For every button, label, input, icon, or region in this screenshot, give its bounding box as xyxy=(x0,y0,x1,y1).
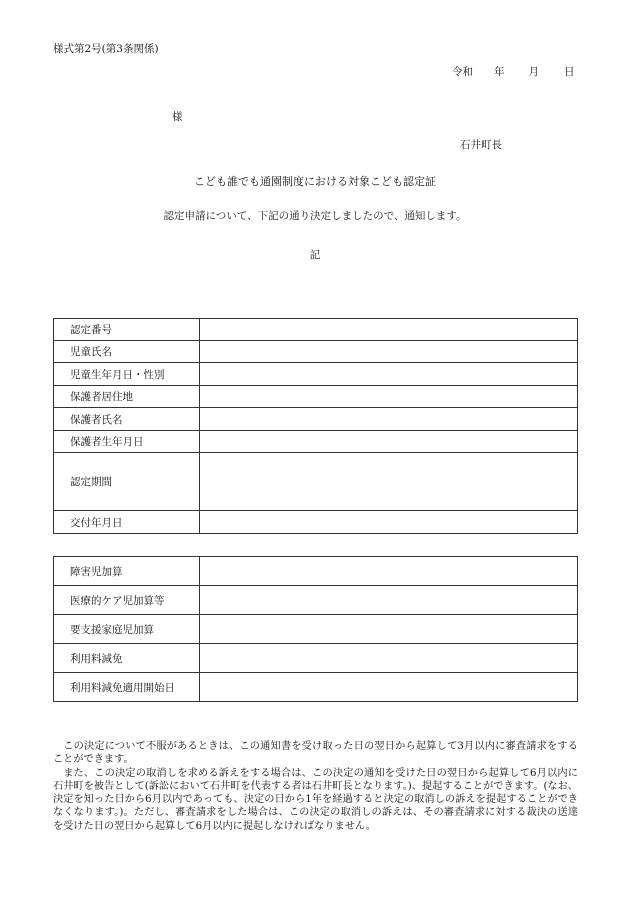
date-month: 月 xyxy=(528,66,539,78)
row-label: 保護者氏名 xyxy=(54,408,200,431)
row-label: 保護者生年月日 xyxy=(54,431,200,453)
table-row xyxy=(54,615,578,644)
fee-reduction-start-date-field[interactable] xyxy=(200,673,578,702)
guardian-name-field[interactable] xyxy=(200,408,578,431)
row-label: 認定番号 xyxy=(54,319,200,341)
ki-mark: 記 xyxy=(309,249,321,261)
table-row xyxy=(54,363,578,386)
table-row xyxy=(54,408,578,431)
row-label: 障害児加算 xyxy=(54,557,200,586)
date-day: 日 xyxy=(564,66,575,78)
notice-paragraph-1: この決定について不服があるときは、この通知書を受け取った日の翌日から起算して3月以内に審査請求をすることができます。 xyxy=(53,741,578,766)
issuer: 石井町長 xyxy=(460,139,502,151)
issue-date-field[interactable] xyxy=(200,511,578,534)
notice-paragraph-2: また、この決定の取消しを求める訴えをする場合は、この決定の通知を受けた日の翌日から起算して6月以内に石井町を被告として(訴訟において石井町を代表する者は石井町長となります。)、提起することができます。(なお、決定を知った日から6月以内であっても、決定の日から1年を経過すると決定の取消しの訴えを提起することができなくなります。)。ただし、審査請求をした場合は、この決定の取消しの訴えは、その審査請求に対する裁決の送達を受けた日の翌日から起算して6月以内に提起しなければなりません。 xyxy=(53,767,578,832)
disability-surcharge-field[interactable] xyxy=(200,557,578,586)
row-label: 保護者居住地 xyxy=(54,386,200,408)
child-name-field[interactable] xyxy=(200,341,578,363)
issue-date xyxy=(452,64,575,79)
table-row xyxy=(54,511,578,534)
intro-text: 認定申請について、下記の通り決定しましたので、通知します。 xyxy=(163,210,467,222)
form-number: 様式第2号(第3条関係) xyxy=(53,43,159,55)
guardian-birthdate-field[interactable] xyxy=(200,431,578,453)
table-row xyxy=(54,557,578,586)
appeal-notice xyxy=(53,740,578,833)
row-label: 医療的ケア児加算等 xyxy=(54,586,200,615)
medical-care-surcharge-field[interactable] xyxy=(200,586,578,615)
row-label: 利用料減免適用開始日 xyxy=(54,673,200,702)
table-row xyxy=(54,386,578,408)
table-row xyxy=(54,319,578,341)
row-label: 児童氏名 xyxy=(54,341,200,363)
table-row xyxy=(54,644,578,673)
certification-number-field[interactable] xyxy=(200,319,578,341)
date-year: 年 xyxy=(494,66,505,78)
fee-reduction-field[interactable] xyxy=(200,644,578,673)
table-row xyxy=(54,431,578,453)
row-label: 要支援家庭児加算 xyxy=(54,615,200,644)
child-birthdate-sex-field[interactable] xyxy=(200,363,578,386)
surcharge-table xyxy=(53,556,578,702)
support-family-surcharge-field[interactable] xyxy=(200,615,578,644)
table-row xyxy=(54,453,578,511)
row-label: 認定期間 xyxy=(54,453,200,511)
row-label: 児童生年月日・性別 xyxy=(54,363,200,386)
certification-table xyxy=(53,318,578,534)
guardian-residence-field[interactable] xyxy=(200,386,578,408)
table-row xyxy=(54,673,578,702)
table-row xyxy=(54,586,578,615)
row-label: 利用料減免 xyxy=(54,644,200,673)
certification-period-field[interactable] xyxy=(200,453,578,511)
row-label: 交付年月日 xyxy=(54,511,200,534)
table-row xyxy=(54,341,578,363)
date-era: 令和 xyxy=(452,66,473,78)
addressee-suffix: 様 xyxy=(172,111,183,123)
document-title: こども誰でも通園制度における対象こども認定証 xyxy=(194,175,436,188)
